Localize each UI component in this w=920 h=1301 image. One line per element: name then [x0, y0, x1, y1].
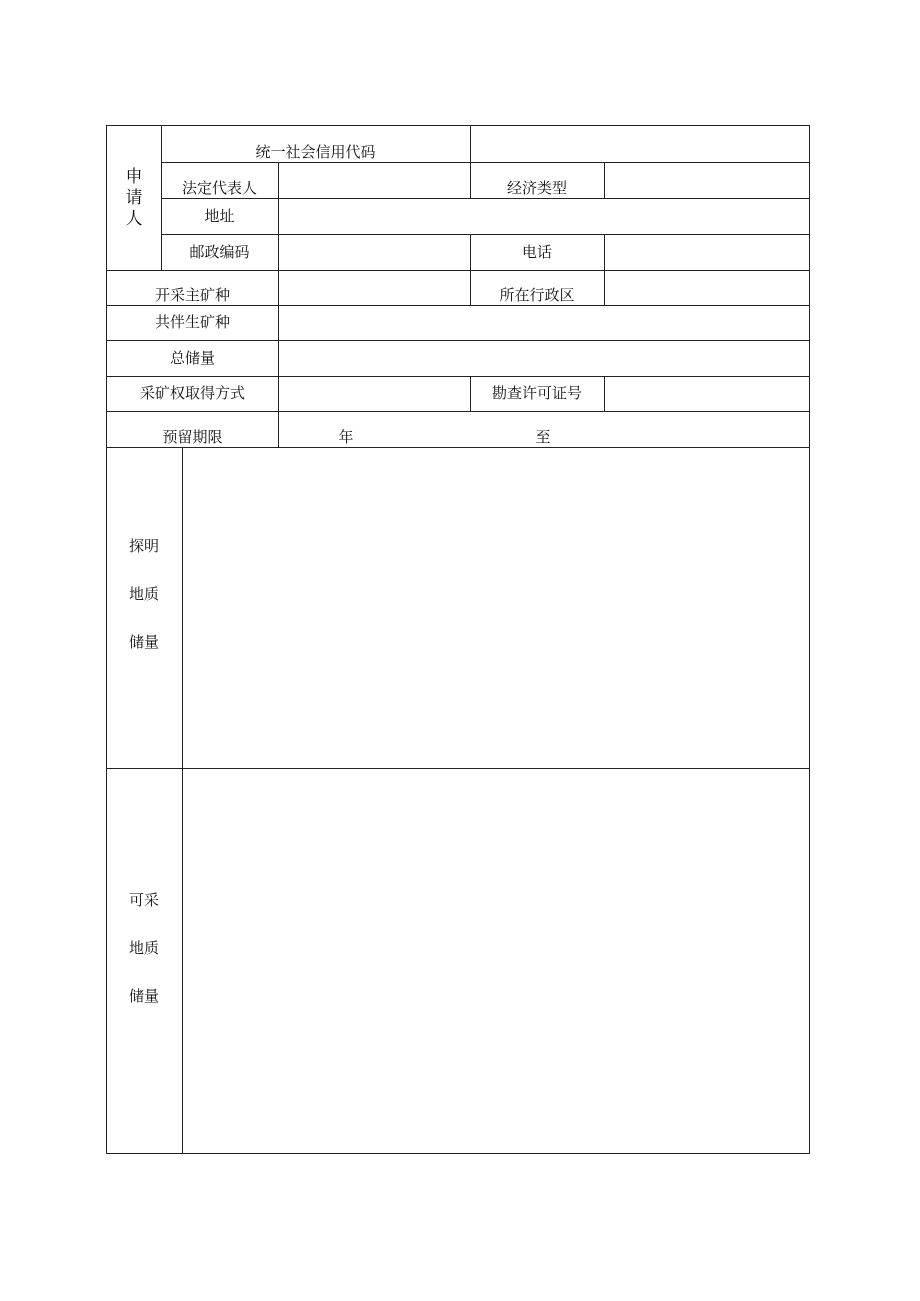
administrative-region-label: 所在行政区 [499, 286, 575, 304]
phone-label: 电话 [521, 242, 552, 261]
acquisition-method-label: 采矿权取得方式 [139, 384, 245, 402]
period-to-text: 至 [535, 428, 551, 446]
mining-rights-application-table [106, 125, 810, 1154]
proven-reserve-label-line: 探明 [128, 537, 159, 555]
reserve-period-label: 预留期限 [162, 428, 223, 446]
total-reserve-label: 总储量 [169, 348, 215, 367]
postcode-field[interactable] [279, 234, 470, 270]
reserve-period-field[interactable] [279, 411, 810, 447]
administrative-region-field[interactable] [605, 270, 810, 305]
postcode-label: 邮政编码 [189, 242, 250, 261]
phone-field[interactable] [605, 234, 810, 270]
proven-reserve-label-line: 储量 [128, 633, 159, 651]
credit-code-label: 统一社会信用代码 [255, 143, 376, 161]
minable-reserve-field[interactable] [183, 769, 810, 1153]
applicant-label-char: 请 [125, 188, 143, 208]
legal-representative-field[interactable] [279, 162, 470, 198]
applicant-label [107, 126, 161, 271]
applicant-label-char: 申 [125, 167, 143, 187]
proven-reserve-label [107, 522, 181, 666]
associated-mineral-field[interactable] [279, 305, 810, 340]
acquisition-method-field[interactable] [279, 376, 470, 411]
main-mineral-field[interactable] [279, 270, 470, 305]
economic-type-label: 经济类型 [506, 179, 567, 197]
exploration-license-label: 勘查许可证号 [491, 384, 582, 402]
total-reserve-field[interactable] [279, 340, 810, 376]
associated-mineral-label: 共伴生矿种 [154, 313, 230, 331]
credit-code-field[interactable] [471, 126, 810, 162]
proven-reserve-field[interactable] [183, 448, 810, 768]
exploration-license-field[interactable] [605, 376, 810, 411]
legal-representative-label: 法定代表人 [181, 179, 257, 197]
economic-type-field[interactable] [605, 162, 810, 198]
minable-reserve-label-line: 地质 [128, 939, 159, 957]
minable-reserve-label [107, 876, 181, 1020]
address-field[interactable] [279, 198, 810, 234]
applicant-label-char: 人 [125, 209, 143, 229]
address-label: 地址 [204, 206, 235, 225]
minable-reserve-label-line: 储量 [128, 987, 159, 1005]
period-year-text: 年 [338, 428, 354, 446]
minable-reserve-label-line: 可采 [128, 891, 159, 909]
proven-reserve-label-line: 地质 [128, 585, 159, 603]
main-mineral-label: 开采主矿种 [154, 286, 230, 304]
